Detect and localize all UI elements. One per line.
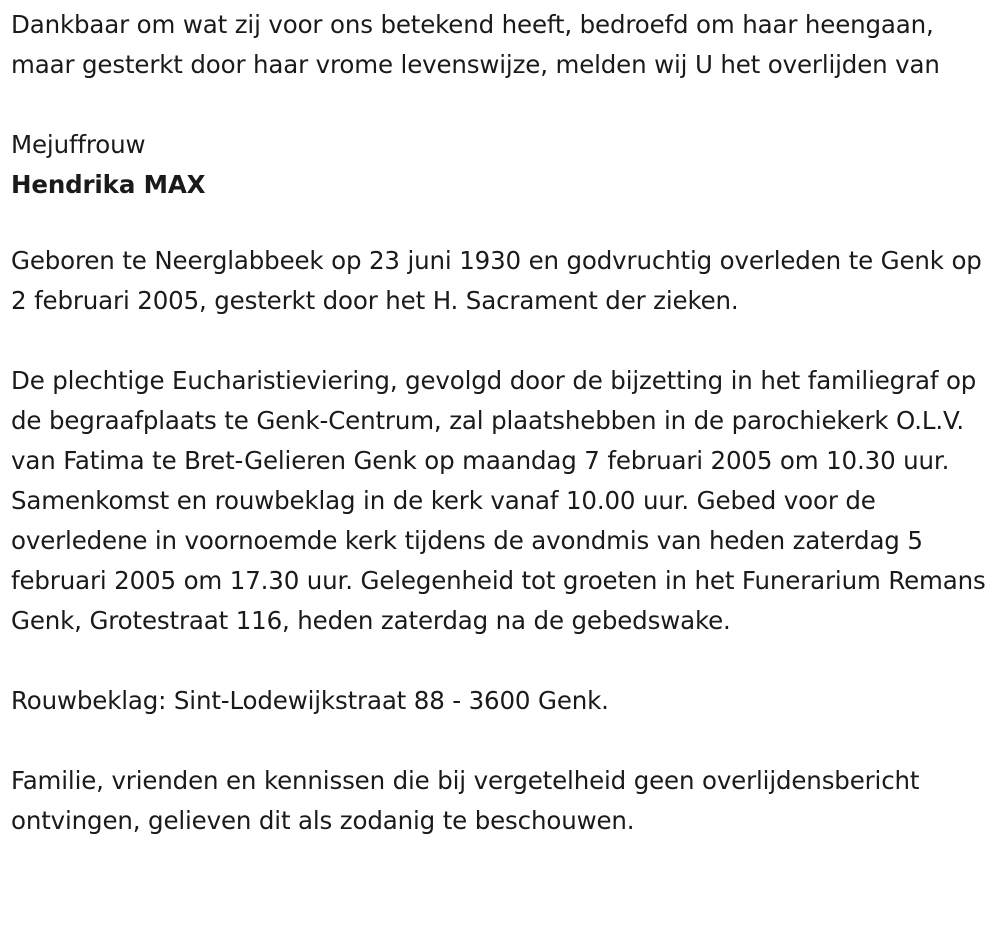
ceremony-paragraph: De plechtige Eucharistieviering, gevolgd door de bijzetting in het familiegraf op de begraafplaats te Genk-Centrum, zal plaatshebben in de parochiekerk O.L.V. van Fatima te Bret-Gelieren Genk op maandag 7 februari 2005 om 10.30 uur. Samenkomst en rouwbeklag in de kerk vanaf 10.00 uur. Gebed voor de overledene in voornoemde kerk tijdens de avondmis van heden zaterdag 5 februari 2005 om 17.30 uur. Gelegenheid tot groeten in het Funerarium Remans Genk, Grotestraat 116, heden zaterdag na de gebedswake. bbox=[11, 366, 986, 635]
spacer bbox=[11, 209, 990, 241]
salutation: Mejuffrouw bbox=[11, 130, 146, 159]
spacer bbox=[11, 321, 990, 361]
intro-paragraph: Dankbaar om wat zij voor ons betekend heeft, bedroefd om haar heengaan, maar gesterkt door haar vrome levenswijze, melden wij U het overlijden van bbox=[11, 10, 940, 79]
spacer bbox=[11, 721, 990, 761]
birth-death-paragraph: Geboren te Neerglabbeek op 23 juni 1930 en godvruchtig overleden te Genk op 2 februari 2005, gesterkt door het H. Sacrament der zieken. bbox=[11, 246, 982, 315]
deceased-name: Hendrika MAX bbox=[11, 170, 206, 199]
spacer bbox=[11, 85, 990, 125]
condolence-address: Rouwbeklag: Sint-Lodewijkstraat 88 - 3600 Genk. bbox=[11, 686, 609, 715]
closing-paragraph: Familie, vrienden en kennissen die bij vergetelheid geen overlijdensbericht ontvingen, gelieven dit als zodanig te beschouwen. bbox=[11, 766, 920, 835]
spacer bbox=[11, 641, 990, 681]
